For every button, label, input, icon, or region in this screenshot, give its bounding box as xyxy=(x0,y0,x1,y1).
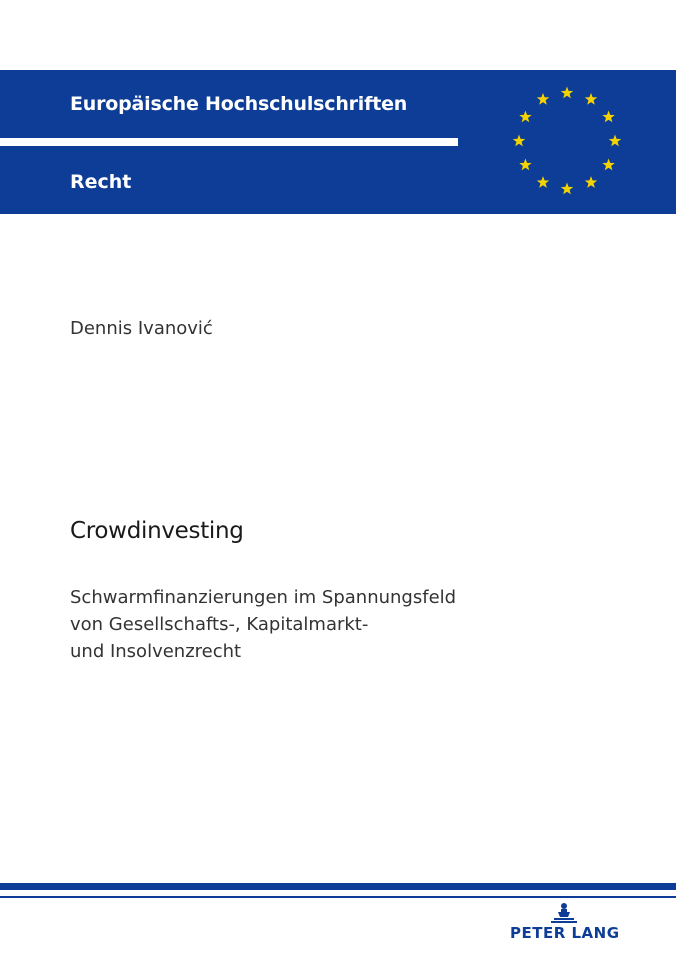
bottom-rule xyxy=(0,883,676,890)
subtitle-line: Schwarmfinanzierungen im Spannungsfeld xyxy=(70,587,457,608)
eu-star-icon xyxy=(561,183,573,195)
subtitle-line: und Insolvenzrecht xyxy=(70,641,242,662)
eu-star-icon xyxy=(513,135,525,147)
eu-stars-icon xyxy=(510,84,624,198)
eu-star-icon xyxy=(519,111,531,123)
author-name: Dennis Ivanović xyxy=(70,318,213,339)
eu-star-icon xyxy=(537,93,549,105)
publisher-name: PETER LANG xyxy=(510,924,620,942)
eu-star-icon xyxy=(519,159,531,171)
peter-lang-logo-icon xyxy=(548,902,580,924)
series-divider xyxy=(0,138,458,146)
bottom-rule-thin xyxy=(0,896,676,898)
subseries-label: Recht xyxy=(70,171,132,193)
eu-star-icon xyxy=(585,176,597,188)
eu-star-icon xyxy=(609,135,621,147)
series-title: Europäische Hochschulschriften xyxy=(70,93,408,115)
book-subtitle xyxy=(70,584,456,665)
eu-star-icon xyxy=(602,159,614,171)
eu-star-icon xyxy=(561,87,573,99)
eu-star-icon xyxy=(602,111,614,123)
book-title: Crowdinvesting xyxy=(70,518,244,544)
subtitle-line: von Gesellschafts-, Kapitalmarkt- xyxy=(70,614,369,635)
eu-star-icon xyxy=(537,176,549,188)
eu-star-icon xyxy=(585,93,597,105)
